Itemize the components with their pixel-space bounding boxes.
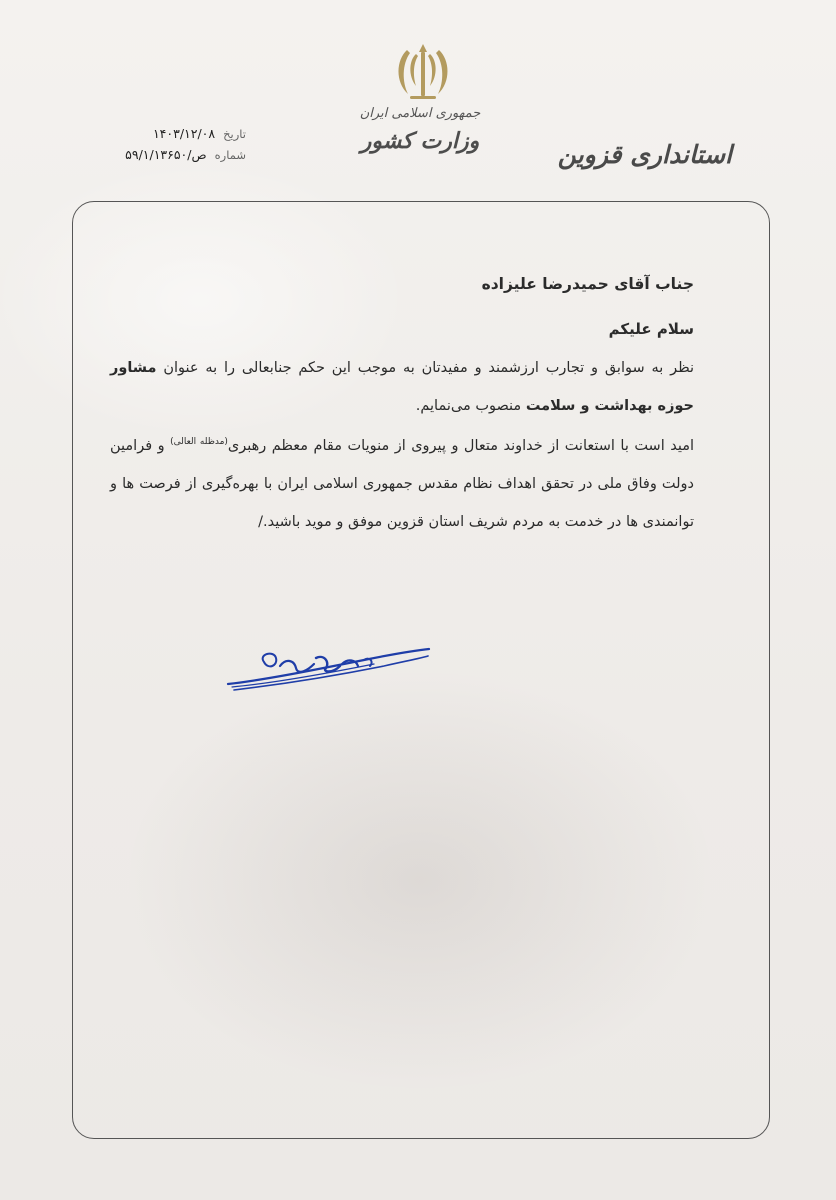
greeting-line: سلام علیکم: [608, 320, 694, 338]
wishes-paragraph: [110, 427, 694, 541]
number-value: ۵۹/۱/۱۳۶۵۰/ص: [125, 147, 207, 162]
iran-emblem-icon: [392, 40, 454, 104]
number-row: [96, 147, 246, 168]
organization-name: استانداری قزوین: [557, 140, 732, 169]
date-row: [96, 126, 246, 147]
wishes-text-end: و فرامین دولت وفاق ملی در تحقق اهداف نظام مقدس جمهوری اسلامی ایران با بهره‌گیری از فرصت ها و توانمندی ها در خدمت به مردم شریف استان قزوین موفق و موید باشید./: [110, 438, 694, 530]
appointment-text-start: نظر به سوابق و تجارب ارزشمند و مفیدتان به موجب این حکم جنابعالی را به عنوان: [163, 360, 695, 376]
appointment-paragraph: [110, 349, 694, 425]
letter-meta: [96, 126, 246, 168]
wishes-text-start: امید است با استعانت از خداوند متعال و پیروی از منویات مقام معظم رهبری: [227, 438, 694, 454]
country-name: جمهوری اسلامی ایران: [359, 106, 481, 121]
recipient-line: جناب آقای حمیدرضا علیزاده: [481, 275, 694, 293]
ministry-name: وزارت کشور: [360, 128, 480, 154]
date-value: ۱۴۰۳/۱۲/۰۸: [152, 126, 216, 141]
emblem-caption: [340, 104, 500, 158]
signature-image: [224, 640, 434, 700]
date-label: تاریخ: [223, 127, 246, 141]
appointment-title: مشاور حوزه بهداشت و سلامت: [110, 360, 694, 414]
appointment-text-end: منصوب می‌نمایم.: [415, 398, 522, 414]
signature: [224, 640, 434, 700]
letter-body: [110, 265, 694, 541]
honorific-superscript: (مدظله العالی): [170, 437, 228, 448]
number-label: شماره: [214, 148, 246, 162]
